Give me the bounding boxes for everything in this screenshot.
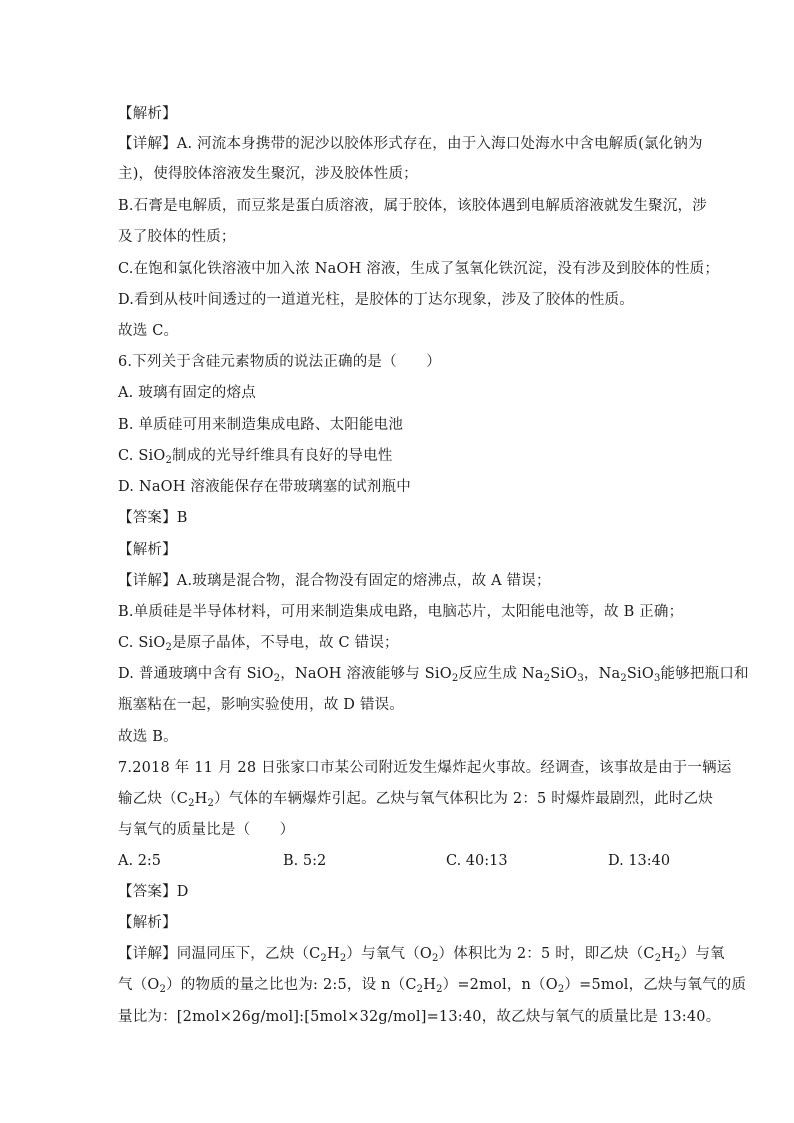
q6-option-d: D. NaOH 溶液能保存在带玻璃塞的试剂瓶中	[118, 479, 411, 495]
q7-option-a: A. 2:5	[118, 853, 162, 869]
q6-detail-d: D. 普通玻璃中含有 SiO$_2$，NaOH 溶液能够与 SiO$_2$反应生成 $Na_2SiO_3$，$Na_2SiO_3$能够把瓶口和	[118, 666, 749, 684]
detail-line: C.在饱和氯化铁溶液中加入浓 NaOH 溶液，生成了氢氧化铁沉淀，没有涉及到胶体的性质；	[118, 261, 720, 277]
q6-analysis-heading: 【解析】	[118, 542, 177, 558]
q6-answer: 【答案】B	[118, 510, 188, 526]
q7-detail-3: 量比为：[2mol×26g/mol]:[5mol×32g/mol]=13:40，故乙炔与氧气的质量比是 13:40。	[118, 1009, 721, 1025]
q6-option-a: A. 玻璃有固定的熔点	[118, 385, 256, 401]
question-6-stem: 6.下列关于含硅元素物质的说法正确的是（ ）	[118, 354, 441, 370]
analysis-heading: 【解析】	[118, 106, 177, 122]
question-7-stem: 7.2018 年 11 月 28 日张家口市某公司附近发生爆炸起火事故。经调查，该事故是由于一辆运	[118, 760, 732, 776]
q6-option-c: C. SiO$_2$制成的光导纤维具有良好的导电性	[118, 448, 393, 466]
detail-line: 主)，使得胶体溶液发生聚沉，涉及胶体性质；	[118, 166, 418, 182]
q6-detail-b: B.单质硅是半导体材料，可用来制造集成电路，电脑芯片，太阳能电池等，故 B 正确；	[118, 604, 684, 620]
q7-analysis-heading: 【解析】	[118, 915, 177, 931]
q7-detail-2: 气$(O_2)$的物质的量之比也为: 2:5，设 $n(C_2H_2)=2mol$，$n(O_2)=5mol$，乙炔与氧气的质	[118, 977, 747, 995]
q7-detail-1: 【详解】同温同压下，乙炔$(C_2H_2)$与氧气$(O_2)$体积比为 2：5 时，即乙炔$(C_2H_2)$与氧	[118, 946, 725, 964]
detail-line: D.看到从枝叶间透过的一道道光柱，是胶体的丁达尔现象，涉及了胶体的性质。	[118, 292, 634, 308]
q6-detail-a: 【详解】A.玻璃是混合物，混合物没有固定的熔沸点，故 A 错误；	[118, 573, 551, 589]
q7-option-b: B. 5:2	[283, 853, 327, 869]
q6-detail-d-cont: 瓶塞粘在一起，影响实验使用，故 D 错误。	[118, 697, 405, 713]
q6-option-b: B. 单质硅可用来制造集成电路、太阳能电池	[118, 417, 404, 433]
question-7-stem-cont: 输乙炔$(C_2H_2)$气体的车辆爆炸引起。乙炔与氧气体积比为 2：5 时爆炸最剧烈，此时乙炔	[118, 791, 713, 809]
q6-detail-c: C. SiO$_2$是原子晶体，不导电，故 C 错误；	[118, 635, 399, 653]
detail-line: 【详解】A. 河流本身携带的泥沙以胶体形式存在，由于入海口处海水中含电解质(氯化钠为	[118, 136, 703, 152]
q7-option-d: D. 13:40	[608, 853, 671, 869]
question-7-stem-end: 与氧气的质量比是（ ）	[118, 822, 295, 838]
detail-line: 及了胶体的性质；	[118, 229, 236, 245]
conclusion: 故选 C。	[118, 323, 179, 339]
q6-conclusion: 故选 B。	[118, 729, 178, 745]
detail-line: B.石膏是电解质，而豆浆是蛋白质溶液，属于胶体，该胶体遇到电解质溶液就发生聚沉，涉	[118, 198, 707, 214]
q7-answer: 【答案】D	[118, 884, 189, 900]
q7-option-c: C. 40:13	[446, 853, 508, 869]
